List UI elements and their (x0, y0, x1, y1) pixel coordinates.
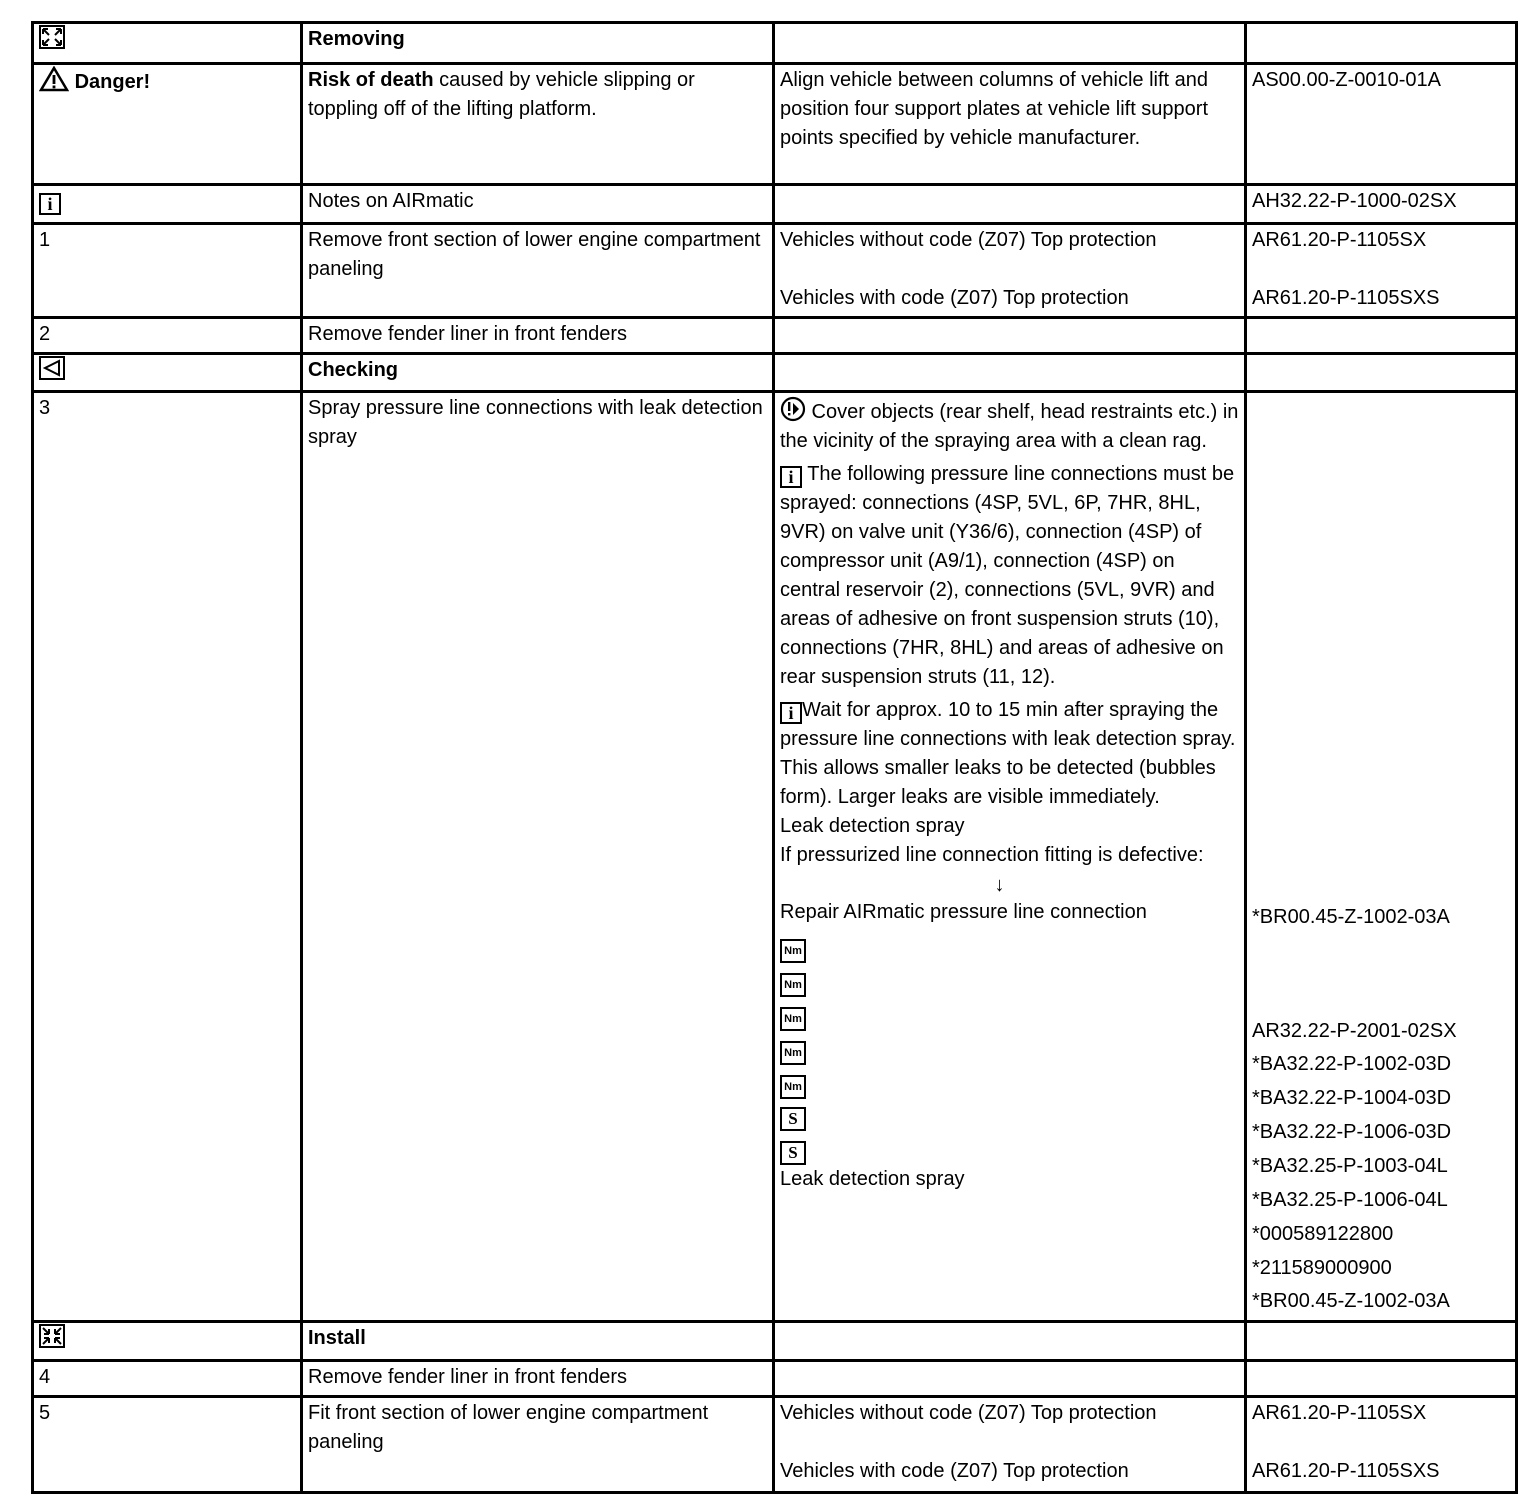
empty-cell (774, 1322, 1246, 1361)
step-row (33, 1397, 1517, 1493)
section-icon-cell (33, 354, 302, 392)
empty-cell (1246, 23, 1517, 64)
removal-arrows-icon (39, 25, 65, 49)
tool-ref: *211589000900 (1252, 1257, 1392, 1279)
step-row-leak-check (33, 392, 1517, 1322)
torque-item (780, 995, 1239, 1029)
section-icon-cell (33, 1322, 302, 1361)
step-number: 4 (33, 1361, 302, 1397)
info-note-wait-text: Wait for approx. 10 to 15 min after spraying the pressure line connections with leak detection spray. This allows smaller leaks to be detected (bubbles form). Larger leaks are visible immediately. (780, 699, 1236, 808)
torque-and-tool-icons (780, 927, 1239, 1165)
step-number: 1 (33, 224, 302, 318)
repair-connection-link: Repair AIRmatic pressure line connection (780, 901, 1147, 923)
risk-bold-text: Risk of death (308, 69, 434, 91)
empty-cell (1246, 1322, 1517, 1361)
install-arrows-icon (39, 1324, 65, 1348)
info-icon: i (780, 466, 802, 488)
step-conditions (774, 224, 1246, 318)
special-tool-icon: S (780, 1107, 806, 1131)
ref-without: AR61.20-P-1105SX (1252, 229, 1427, 251)
torque-ref: *BA32.22-P-1004-03D (1252, 1087, 1452, 1109)
step-refs (1246, 392, 1517, 1322)
section-row-install (33, 1322, 1517, 1361)
empty-cell (774, 1361, 1246, 1397)
section-row-removing (33, 23, 1517, 64)
danger-risk-cell (302, 64, 774, 185)
leak-spray-ref: *BR00.45-Z-1002-03A (1252, 906, 1450, 928)
tool-ref: *000589122800 (1252, 1223, 1394, 1245)
section-row-checking (33, 354, 1517, 392)
torque-item (780, 927, 1239, 961)
repair-procedure-table (31, 21, 1518, 1494)
torque-nm-icon: Nm (780, 939, 806, 963)
step-number: 3 (33, 392, 302, 1322)
empty-cell (774, 23, 1246, 64)
step-row (33, 224, 1517, 318)
notes-ref: AH32.22-P-1000-02SX (1246, 185, 1517, 224)
torque-nm-icon: Nm (780, 1075, 806, 1099)
cover-note-text: Cover objects (rear shelf, head restraints etc.) in the vicinity of the spraying area with a clean rag. (780, 401, 1239, 452)
step-refs (1246, 1397, 1517, 1493)
danger-row (33, 64, 1517, 185)
section-title-install: Install (302, 1322, 774, 1361)
ref-without: AR61.20-P-1105SX (1252, 1402, 1427, 1424)
torque-item (780, 1063, 1239, 1097)
empty-cell (774, 354, 1246, 392)
section-title-checking: Checking (302, 354, 774, 392)
leak-spray-label-2: Leak detection spray (780, 1168, 965, 1190)
torque-nm-icon: Nm (780, 1007, 806, 1031)
section-title-removing: Removing (302, 23, 774, 64)
step-text: Remove fender liner in front fenders (302, 1361, 774, 1397)
empty-cell (774, 185, 1246, 224)
risk-text: caused by vehicle slipping or toppling off of the lifting platform. (308, 69, 695, 120)
torque-ref: *BA32.25-P-1003-04L (1252, 1155, 1448, 1177)
step-refs (1246, 224, 1517, 318)
torque-nm-icon: Nm (780, 973, 806, 997)
cover-note (780, 396, 1239, 456)
info-note-wait (780, 696, 1239, 812)
torque-tool-refs (1252, 1047, 1451, 1285)
torque-item (780, 1029, 1239, 1063)
ref-with: AR61.20-P-1105SXS (1252, 287, 1440, 309)
notes-text: Notes on AIRmatic (302, 185, 774, 224)
leak-spray-label: Leak detection spray (780, 815, 965, 837)
step-text: Remove front section of lower engine compartment paneling (302, 224, 774, 318)
leak-spray-ref-2: *BR00.45-Z-1002-03A (1252, 1290, 1450, 1312)
step-number: 5 (33, 1397, 302, 1493)
step-text: Remove fender liner in front fenders (302, 318, 774, 354)
repair-ref: AR32.22-P-2001-02SX (1252, 1020, 1457, 1042)
empty-cell (774, 318, 1246, 354)
step-details (774, 392, 1246, 1322)
step-conditions (774, 1397, 1246, 1493)
info-note-connections-text: The following pressure line connections must be sprayed: connections (4SP, 5VL, 6P, 7HR, 8HL, 9VR) on valve unit (Y36/6), connection (4SP) of compressor unit (A9/1), connection (4SP) on central reservoir (2), connections (5VL, 9VR) and areas of adhesive on front suspension struts (10), connections (7HR, 8HL) and areas of adhesive on rear suspension struts (11, 12). (780, 463, 1235, 688)
special-tool-icon: S (780, 1141, 806, 1165)
step-text: Fit front section of lower engine compartment paneling (302, 1397, 774, 1493)
danger-label: Danger! (74, 71, 151, 93)
ref-with: AR61.20-P-1105SXS (1252, 1460, 1440, 1482)
step-row (33, 318, 1517, 354)
notes-row (33, 185, 1517, 224)
empty-cell (1246, 318, 1517, 354)
tool-item (780, 1131, 1239, 1165)
step-text: Spray pressure line connections with leak detection spray (302, 392, 774, 1322)
section-icon-cell (33, 23, 302, 64)
empty-cell (1246, 354, 1517, 392)
condition-without: Vehicles without code (Z07) Top protection (780, 229, 1157, 251)
down-arrow-icon: ↓ (994, 874, 1005, 896)
info-note-connections (780, 460, 1239, 692)
torque-ref: *BA32.25-P-1006-04L (1252, 1189, 1448, 1211)
check-triangle-icon (39, 356, 65, 380)
danger-ref: AS00.00-Z-0010-01A (1246, 64, 1517, 185)
condition-without: Vehicles without code (Z07) Top protection (780, 1402, 1157, 1424)
caution-circle-icon (780, 396, 806, 422)
warning-triangle-icon (39, 66, 69, 92)
danger-cell (33, 64, 302, 185)
empty-cell (1246, 1361, 1517, 1397)
info-icon: i (780, 702, 802, 724)
danger-instruction: Align vehicle between columns of vehicle lift and position four support plates at vehicle lift support points specified by vehicle manufacturer. (774, 64, 1246, 185)
tool-item (780, 1097, 1239, 1131)
notes-icon-cell (33, 185, 302, 224)
torque-item (780, 961, 1239, 995)
condition-with: Vehicles with code (Z07) Top protection (780, 1460, 1129, 1482)
step-number: 2 (33, 318, 302, 354)
info-icon: i (39, 193, 61, 215)
step-row (33, 1361, 1517, 1397)
condition-with: Vehicles with code (Z07) Top protection (780, 287, 1129, 309)
torque-nm-icon: Nm (780, 1041, 806, 1065)
torque-ref: *BA32.22-P-1002-03D (1252, 1053, 1452, 1075)
torque-ref: *BA32.22-P-1006-03D (1252, 1121, 1452, 1143)
defect-condition: If pressurized line connection fitting is defective: (780, 844, 1204, 866)
